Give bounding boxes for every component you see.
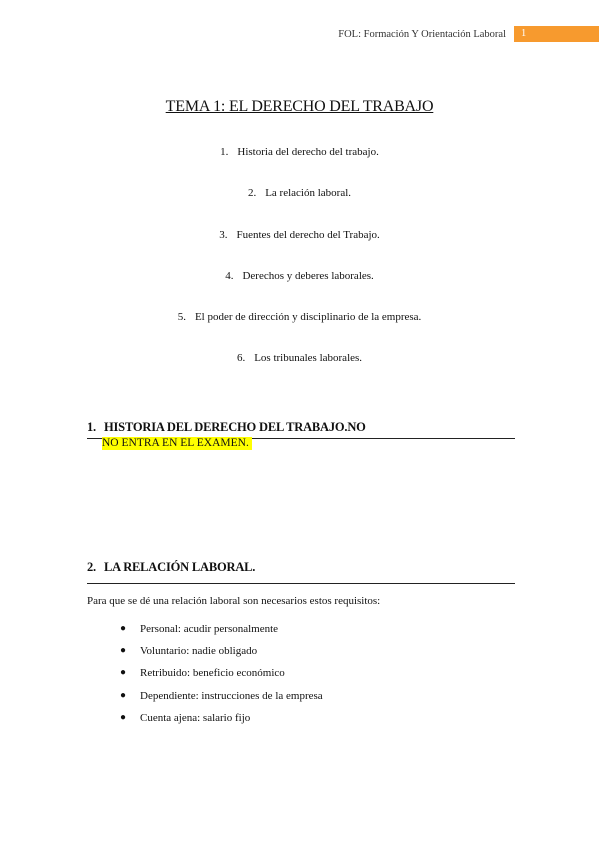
page-number-badge: 1: [514, 26, 599, 42]
section-1-heading: [87, 420, 366, 435]
toc-item-number: 3.: [219, 228, 228, 241]
toc-item: [0, 352, 599, 393]
list-item: [120, 690, 323, 712]
list-item: [120, 667, 323, 689]
toc-item-number: 6.: [236, 352, 246, 365]
toc-item-number: 1.: [220, 146, 229, 158]
list-item-text: Dependiente: instrucciones de la empresa: [140, 689, 323, 702]
toc-item: [0, 311, 599, 352]
section-1-number: 1.: [87, 420, 96, 434]
toc-item-number: 4.: [225, 269, 234, 282]
toc-item-label: El poder de dirección y disciplinario de la empresa.: [194, 311, 422, 324]
bullet-icon: ●: [120, 711, 127, 723]
toc-item: [0, 270, 599, 311]
section-2-divider: [87, 583, 515, 584]
bullet-icon: ●: [120, 645, 127, 657]
requirements-list: [120, 623, 323, 734]
bullet-icon: ●: [120, 623, 127, 634]
list-item-text: Personal: acudir personalmente: [140, 623, 279, 635]
toc-item-label: Fuentes del derecho del Trabajo.: [236, 228, 380, 241]
header-title: FOL: Formación Y Orientación Laboral: [338, 28, 506, 40]
table-of-contents: [0, 146, 599, 394]
toc-item-number: 5.: [177, 311, 186, 324]
toc-item-label: La relación laboral.: [265, 187, 352, 200]
page-header: [338, 26, 599, 42]
section-2-intro: Para que se dé una relación laboral son necesarios estos requisitos:: [87, 595, 381, 607]
section-1-title: HISTORIA DEL DERECHO DEL TRABAJO.NO: [104, 420, 366, 434]
bullet-icon: ●: [120, 667, 127, 679]
section-2-heading: [87, 560, 255, 575]
section-2-number: 2.: [87, 560, 96, 574]
bullet-icon: ●: [120, 689, 127, 701]
list-item-text: Cuenta ajena: salario fijo: [140, 711, 251, 724]
list-item: [120, 712, 323, 734]
toc-item: [0, 146, 599, 187]
section-2-title: LA RELACIÓN LABORAL.: [104, 560, 256, 574]
toc-item-label: Historia del derecho del trabajo.: [237, 146, 379, 158]
toc-item-label: Los tribunales laborales.: [254, 352, 363, 365]
exam-note-highlight: NO ENTRA EN EL EXAMEN.: [102, 437, 252, 450]
list-item: [120, 623, 323, 645]
list-item-text: Retribuido: beneficio económico: [140, 667, 285, 680]
toc-item: [0, 187, 599, 228]
toc-item-label: Derechos y deberes laborales.: [242, 269, 374, 282]
document-title: TEMA 1: EL DERECHO DEL TRABAJO: [165, 98, 434, 115]
list-item: [120, 645, 323, 667]
toc-item: [0, 229, 599, 270]
list-item-text: Voluntario: nadie obligado: [140, 645, 258, 658]
toc-item-number: 2.: [247, 187, 257, 200]
